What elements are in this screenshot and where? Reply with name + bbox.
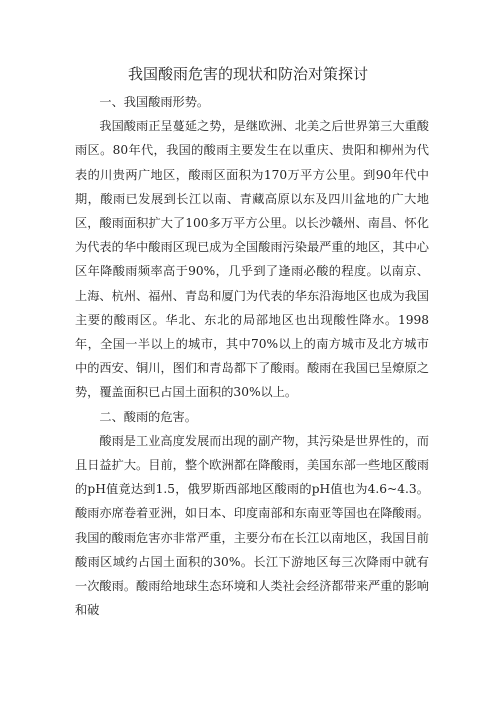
document-title: 我国酸雨危害的现状和防治对策探讨	[127, 65, 368, 83]
document-body	[75, 90, 429, 622]
section1-heading: 一、我国酸雨形势。	[99, 95, 210, 109]
section2-heading: 二、酸雨的危害。	[99, 409, 197, 424]
section1-paragraph: 我国酸雨正呈蔓延之势，是继欧洲、北美之后世界第三大重酸雨区。80年代，我国的酸雨主要发生在以重庆、贵阳和柳州为代表的川贵两广地区，酸雨区面积为170万平方公里。到90年代中期，酸雨已发展到长江以南、青藏高原以东及四川盆地的广大地区，酸雨面积扩大了100多万平方公里。以长沙赣州、南昌、怀化为代表的华中酸雨区现已成为全国酸雨污染最严重的地区，其中心区年降酸雨频率高于90%，几乎到了逢雨必酸的程度。以南京、上海、杭州、福州、青岛和厦门为代表的华东沿海地区也成为我国主要的酸雨区。华北、东北的局部地区也出现酸性降水。1998年，全国一半以上的城市，其中70%以上的南方城市及北方城市中的西安、铜川，图们和青岛都下了酸雨。酸雨在我国已呈燎原之势，覆盖面积已占国土面积的30%以上。	[75, 119, 429, 400]
section2-paragraph: 酸雨是工业高度发展而出现的副产物，其污染是世界性的，而且日益扩大。目前，整个欧洲都在降酸雨，美国东部一些地区酸雨的pH值竟达到1.5，俄罗斯西部地区酸雨的pH值也为4.6~4.3。酸雨亦席卷着亚洲，如日本、印度南部和东南亚等国也在降酸雨。我国的酸雨危害亦非常严重，主要分布在长江以南地区，我国目前酸雨区域约占国土面积的30%。长江下游地区每三次降雨中就有一次酸雨。酸雨给地球生态环境和人类社会经济都带来严重的影响和破	[75, 433, 429, 618]
